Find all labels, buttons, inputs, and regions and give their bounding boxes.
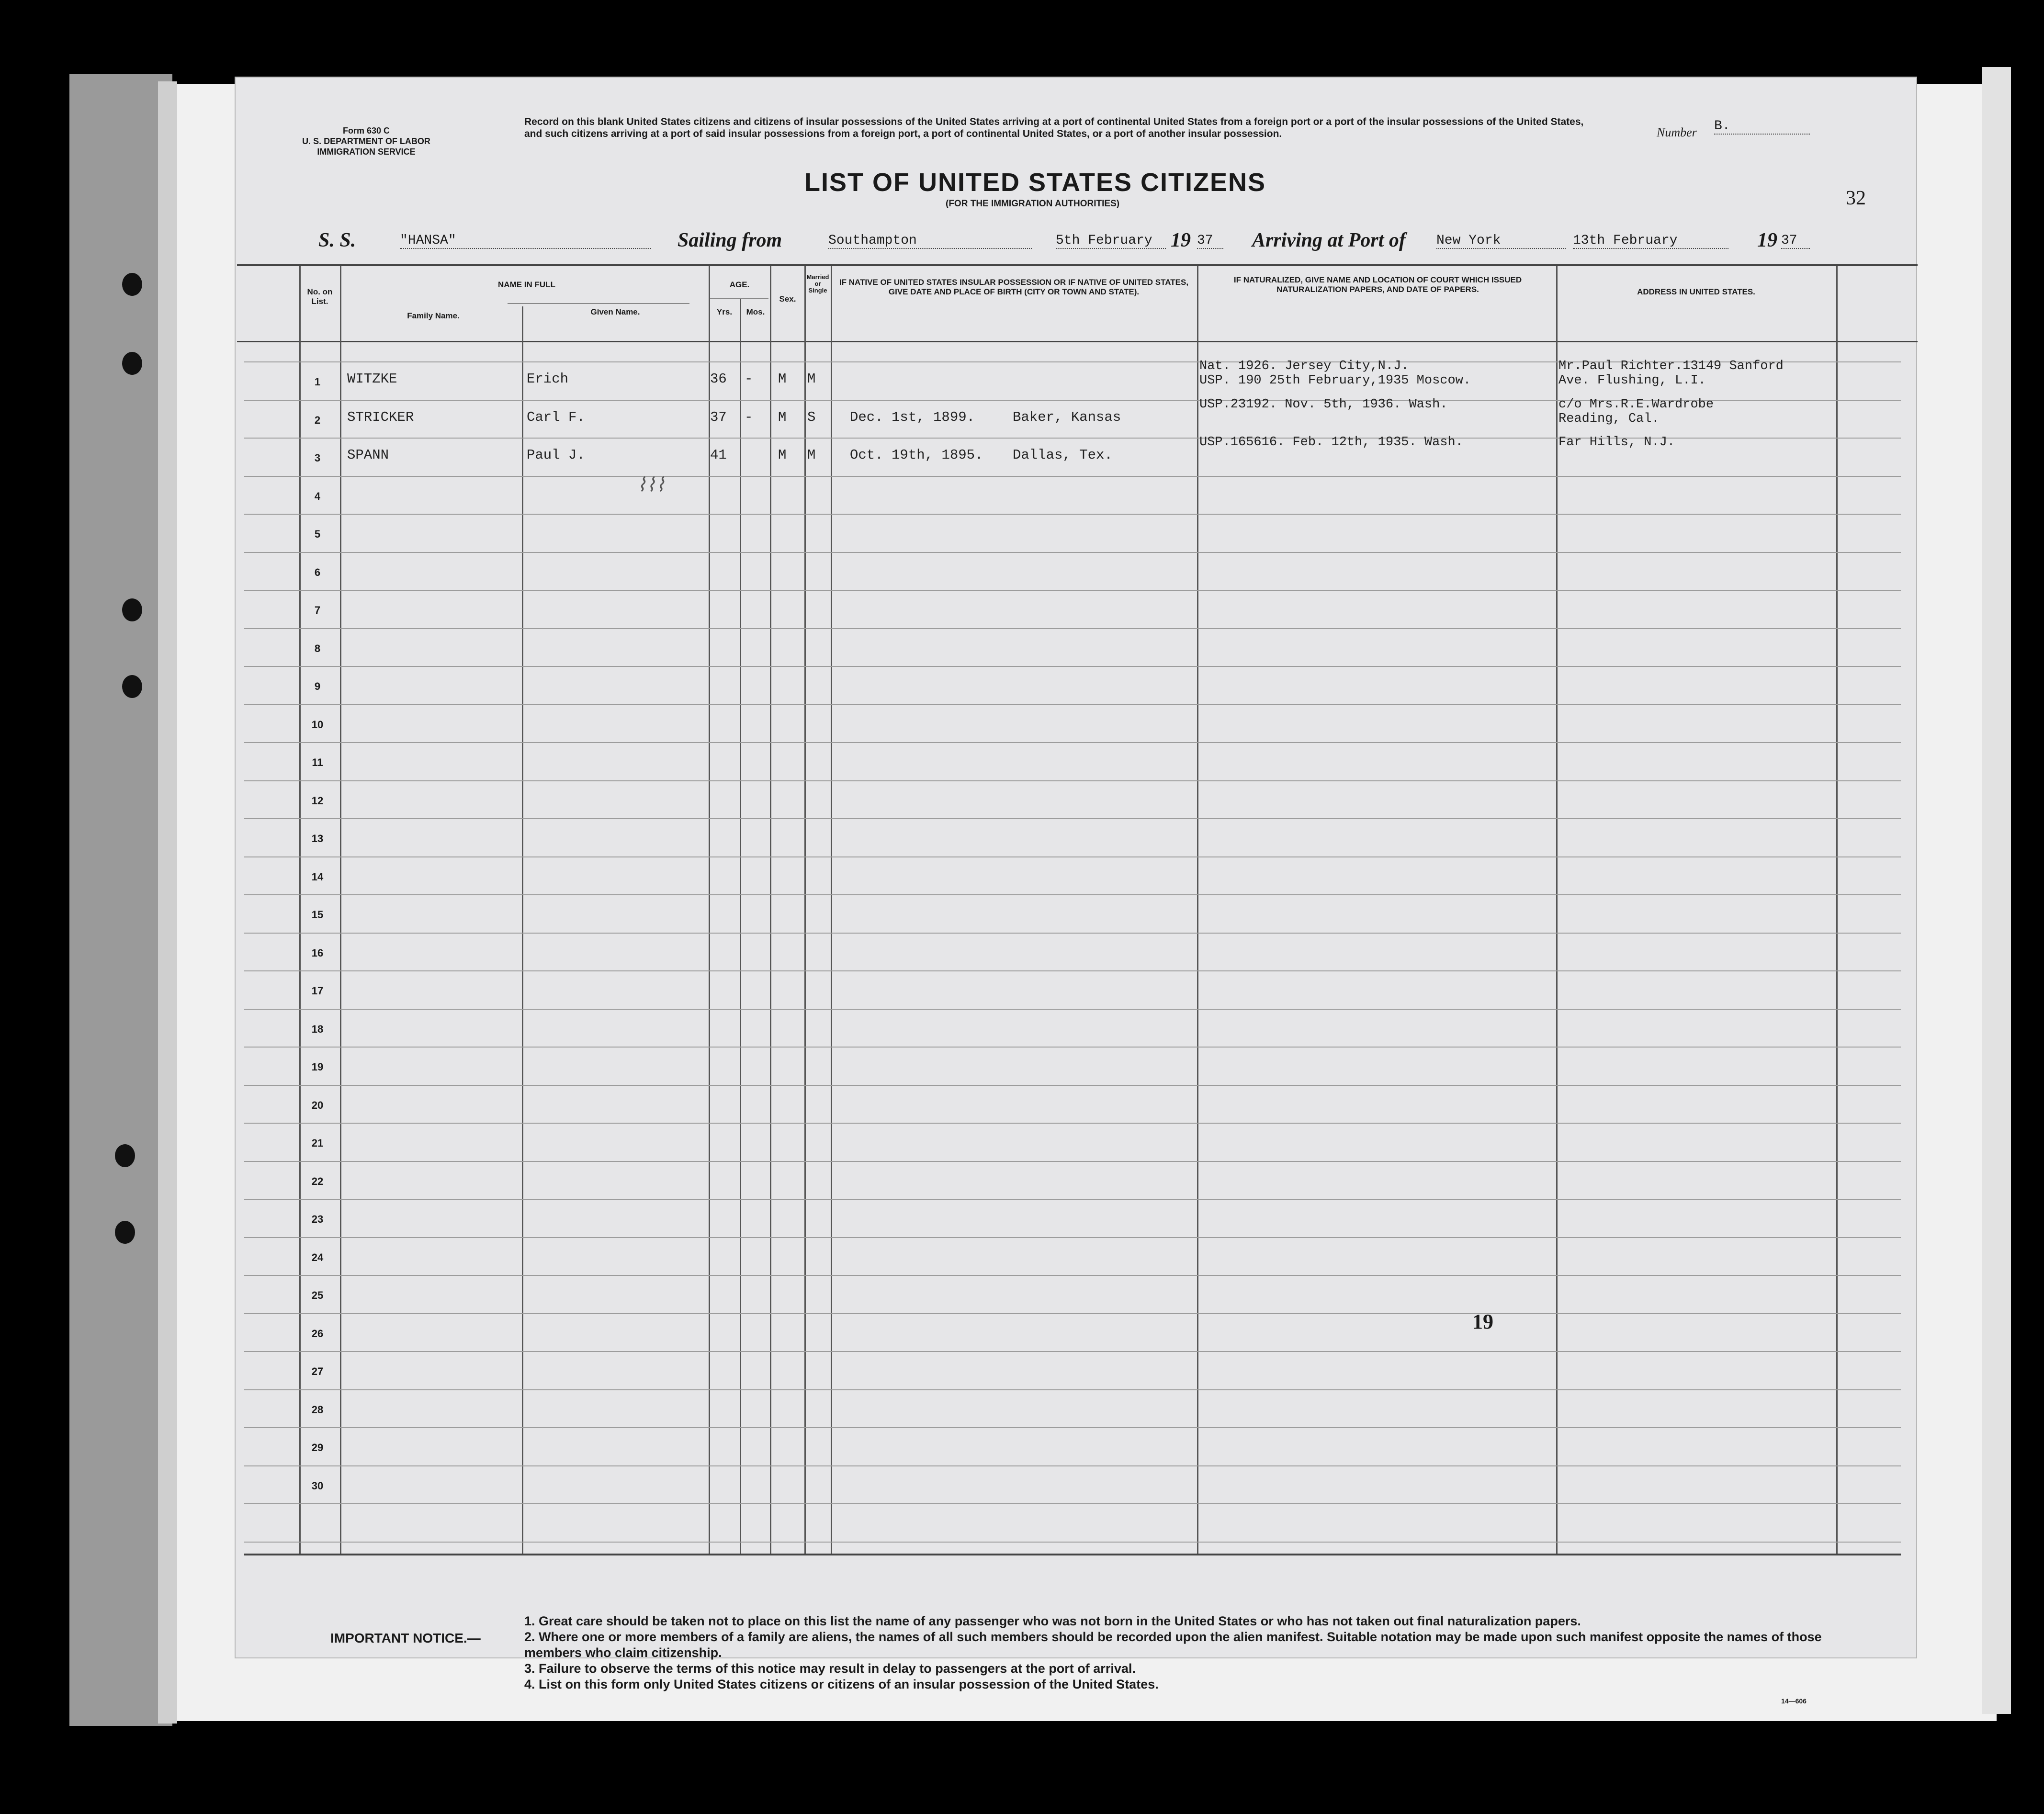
- row-line: [244, 666, 1901, 667]
- arrival-year-prefix: 19: [1757, 229, 1777, 251]
- col-header-mos: Mos.: [746, 307, 765, 316]
- row-number: 18: [311, 1023, 324, 1035]
- print-code: 14—606: [1781, 1697, 1807, 1705]
- col-header-naturalized: IF NATURALIZED, GIVE NAME AND LOCATION OF COURT WHICH ISSUED NATURALIZATION PAPERS, AND DATE OF PAPERS.: [1233, 275, 1522, 294]
- row-given: Paul J.: [527, 447, 585, 463]
- row-ms: M: [807, 371, 816, 387]
- row-number: 14: [311, 871, 324, 883]
- row-line: [244, 1389, 1901, 1390]
- row-line: [244, 1275, 1901, 1276]
- sailing-port: Southampton: [828, 233, 1032, 249]
- row-ms: M: [807, 447, 816, 463]
- col-divider: [1556, 266, 1558, 1554]
- col-header-given: Given Name.: [590, 307, 640, 316]
- sailing-label: Sailing from: [678, 229, 782, 251]
- row-yrs: 41: [710, 447, 727, 463]
- row-number: 29: [311, 1442, 324, 1453]
- row-birth-place: Baker, Kansas: [1013, 409, 1121, 425]
- row-line: [244, 1427, 1901, 1428]
- row-line: [244, 1123, 1901, 1124]
- row-nat2: USP. 190 25th February,1935 Moscow.: [1199, 373, 1471, 388]
- arrival-date: 13th February: [1573, 233, 1728, 249]
- row-number: 9: [314, 680, 321, 692]
- col-header-married: Married or Single: [806, 273, 829, 294]
- row-line: [244, 856, 1901, 857]
- row-line: [244, 1047, 1901, 1048]
- row-birth-date: Oct. 19th, 1895.: [850, 447, 983, 463]
- row-yrs: 37: [710, 409, 727, 425]
- notice-item: 2. Where one or more members of a family are aliens, the names of all such members should be recorded upon the alien manifest. Suitable notation may be made upon such manifest opposite the names of those members who claim citizenship.: [524, 1630, 1822, 1660]
- col-header-birth: IF NATIVE OF UNITED STATES INSULAR POSSESSION OR IF NATIVE OF UNITED STATES, GIVE DATE AND PLACE OF BIRTH (CITY OR TOWN AND STATE).: [839, 278, 1189, 296]
- row-line: [244, 590, 1901, 591]
- col-header-age: AGE.: [729, 280, 750, 289]
- row-line: [244, 628, 1901, 629]
- row-number: 19: [311, 1061, 324, 1073]
- row-mos: -: [745, 371, 753, 387]
- row-number: 23: [311, 1213, 324, 1225]
- row-line: [244, 1009, 1901, 1010]
- row-addr2: Ave. Flushing, L.I.: [1558, 373, 1706, 388]
- number-value: B.: [1714, 119, 1810, 135]
- row-line: [244, 514, 1901, 515]
- form-number: Form 630 C: [342, 126, 390, 135]
- row-number: 11: [312, 756, 323, 768]
- service: IMMIGRATION SERVICE: [317, 147, 416, 157]
- row-given: Carl F.: [527, 409, 585, 425]
- form-id: [287, 125, 445, 157]
- row-family: WITZKE: [347, 371, 397, 387]
- row-number: 25: [311, 1289, 324, 1301]
- row-line: [244, 970, 1901, 971]
- record-note: Record on this blank United States citizens and citizens of insular possessions of the United States arriving at a port of continental United States from a foreign port or a port of the insular possessions of the United States, and such citizens arriving at a port of said insular possessions from a foreign port, a port of continental United States, or a port of another insular possession.: [524, 116, 1584, 139]
- row-number: 7: [314, 604, 321, 616]
- row-number: 5: [314, 528, 321, 540]
- punch-hole: [122, 273, 142, 296]
- name-subheader-line: [508, 303, 689, 304]
- col-header-sex: Sex.: [779, 294, 796, 304]
- punch-hole: [115, 1221, 135, 1244]
- row-number: 27: [311, 1365, 324, 1377]
- row-addr2: Reading, Cal.: [1558, 412, 1660, 426]
- notice-heading: IMPORTANT NOTICE.—: [330, 1631, 481, 1645]
- row-sex: M: [778, 447, 787, 463]
- row-line: [244, 704, 1901, 705]
- page-title: LIST OF UNITED STATES CITIZENS: [804, 168, 1266, 197]
- notice-items: [524, 1613, 1855, 1692]
- sailing-date: 5th February: [1056, 233, 1166, 249]
- sailing-year-prefix: 19: [1171, 229, 1191, 251]
- row-number: 13: [311, 833, 324, 845]
- notice-item: 3. Failure to observe the terms of this notice may result in delay to passengers at the port of arrival.: [524, 1661, 1136, 1676]
- punch-hole: [122, 675, 142, 698]
- col-header-family: Family Name.: [407, 311, 460, 320]
- row-line: [244, 1161, 1901, 1162]
- ss-label: S. S.: [318, 229, 356, 251]
- page-edge: [1982, 67, 2011, 1714]
- col-divider: [1197, 266, 1198, 1554]
- row-yrs: 36: [710, 371, 727, 387]
- row-line: [244, 894, 1901, 895]
- row-sex: M: [778, 371, 787, 387]
- row-sex: M: [778, 409, 787, 425]
- row-nat1: Nat. 1926. Jersey City,N.J.: [1199, 359, 1409, 373]
- punch-hole: [115, 1144, 135, 1167]
- row-line: [244, 933, 1901, 934]
- handwritten-annotation: ⌇⌇⌇: [637, 474, 665, 496]
- row-number: 4: [314, 490, 321, 502]
- row-number: 16: [311, 947, 324, 959]
- row-line: [244, 1085, 1901, 1086]
- row-number: 12: [311, 795, 324, 807]
- department: U. S. DEPARTMENT OF LABOR: [302, 136, 430, 146]
- row-number: 21: [311, 1137, 324, 1149]
- binder-edge: [158, 81, 177, 1724]
- page-subtitle: (FOR THE IMMIGRATION AUTHORITIES): [946, 199, 1120, 209]
- col-divider: [1836, 266, 1838, 1554]
- row-no: 3: [314, 452, 321, 464]
- row-no: 1: [314, 376, 321, 388]
- row-number: 26: [311, 1328, 324, 1340]
- row-line: [244, 1542, 1901, 1543]
- row-number: 8: [314, 642, 321, 654]
- row-no: 2: [314, 414, 321, 426]
- row-given: Erich: [527, 371, 569, 387]
- sailing-year: 37: [1197, 233, 1223, 249]
- row-line: [244, 476, 1901, 477]
- row-line: [244, 818, 1901, 819]
- row-number: 24: [311, 1251, 324, 1263]
- stamp-number: 19: [1472, 1310, 1493, 1333]
- row-number: 20: [311, 1099, 324, 1111]
- punch-hole: [122, 598, 142, 621]
- row-line: [244, 1465, 1901, 1466]
- row-addr1: c/o Mrs.R.E.Wardrobe: [1558, 397, 1714, 412]
- arriving-label: Arriving at Port of: [1252, 229, 1406, 251]
- row-family: STRICKER: [347, 409, 414, 425]
- col-header-yrs: Yrs.: [716, 307, 733, 316]
- row-ms: S: [807, 409, 816, 425]
- col-header-address: ADDRESS IN UNITED STATES.: [1637, 287, 1755, 296]
- row-number: 17: [311, 985, 324, 997]
- arrival-year: 37: [1781, 233, 1810, 249]
- row-line: [244, 1313, 1901, 1314]
- row-line: [244, 1199, 1901, 1200]
- col-header-name: NAME IN FULL: [498, 280, 555, 289]
- binder-strip: [69, 74, 172, 1726]
- row-number: 28: [311, 1404, 324, 1416]
- header-bottom-border: [237, 341, 1918, 342]
- row-number: 6: [314, 566, 321, 578]
- punch-hole: [122, 352, 142, 375]
- col-divider: [831, 266, 832, 1554]
- row-line: [244, 780, 1901, 781]
- col-divider: [804, 266, 806, 1554]
- row-nat1: USP.23192. Nov. 5th, 1936. Wash.: [1199, 397, 1448, 412]
- row-addr1: Mr.Paul Richter.13149 Sanford: [1558, 359, 1784, 373]
- row-number: 22: [311, 1175, 324, 1187]
- row-line: [244, 1503, 1901, 1504]
- row-line: [244, 552, 1901, 553]
- col-divider: [522, 306, 523, 1554]
- table-top-border: [237, 264, 1918, 266]
- row-line: [244, 1351, 1901, 1352]
- row-birth-place: Dallas, Tex.: [1013, 447, 1113, 463]
- row-number: 30: [311, 1480, 324, 1492]
- row-birth-date: Dec. 1st, 1899.: [850, 409, 975, 425]
- arrival-port: New York: [1436, 233, 1566, 249]
- row-addr1: Far Hills, N.J.: [1558, 435, 1675, 450]
- table-bottom-border: [244, 1554, 1901, 1555]
- row-number: 10: [311, 719, 324, 731]
- row-family: SPANN: [347, 447, 389, 463]
- row-nat1: USP.165616. Feb. 12th, 1935. Wash.: [1199, 435, 1463, 450]
- col-divider: [770, 266, 771, 1554]
- row-mos: -: [745, 409, 753, 425]
- number-label: Number: [1657, 125, 1697, 139]
- notice-item: 1. Great care should be taken not to place on this list the name of any passenger who was not born in the United States or who has not taken out final naturalization papers.: [524, 1614, 1581, 1628]
- notice-item: 4. List on this form only United States citizens or citizens of an insular possession of the United States.: [524, 1677, 1159, 1691]
- row-line: [244, 742, 1901, 743]
- col-divider: [340, 266, 341, 1554]
- ship-name: "HANSA": [400, 233, 651, 249]
- col-header-no: No. on List.: [307, 287, 333, 306]
- page-number: 32: [1846, 187, 1866, 209]
- row-line: [244, 1237, 1901, 1238]
- col-divider: [740, 299, 741, 1554]
- row-number: 15: [311, 909, 324, 921]
- age-subheader-line: [709, 298, 768, 299]
